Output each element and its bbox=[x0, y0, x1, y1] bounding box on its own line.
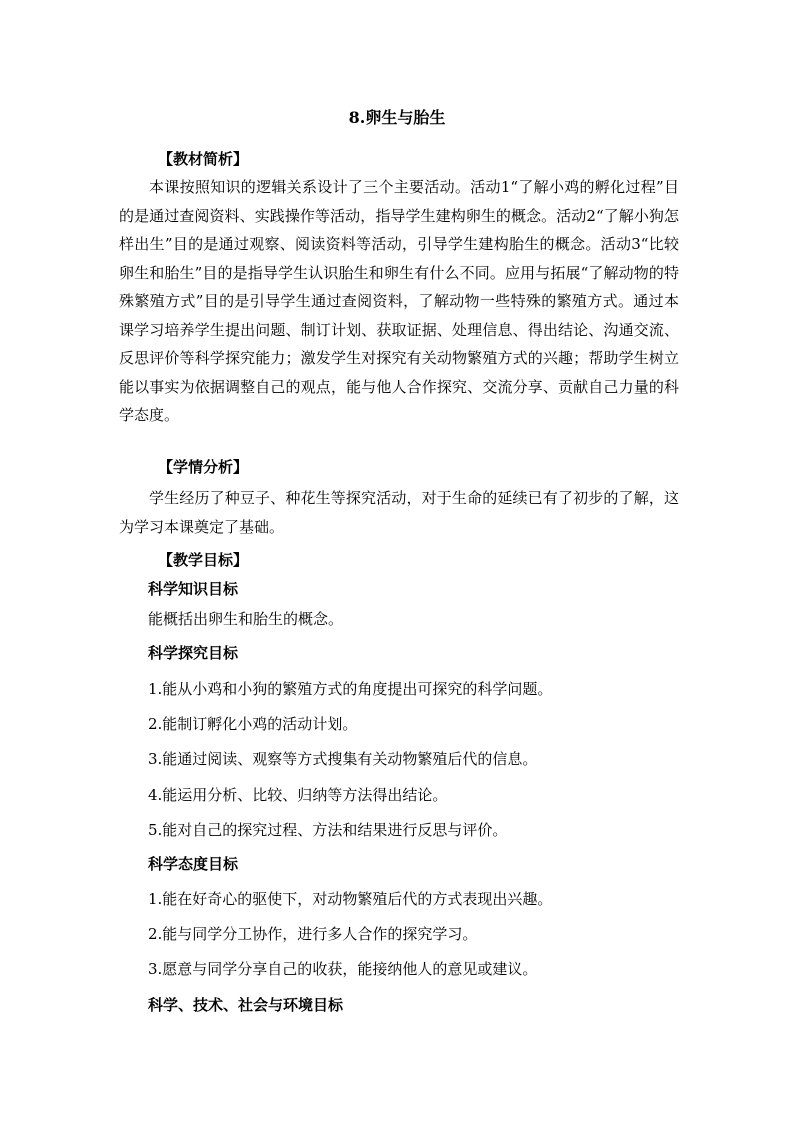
section-heading-textbook-analysis: 【教材简析】 bbox=[158, 150, 249, 168]
inquiry-goal-item: 5.能对自己的探究过程、方法和结果进行反思与评价。 bbox=[148, 821, 508, 839]
inquiry-goal-item: 4.能运用分析、比较、归纳等方法得出结论。 bbox=[148, 786, 448, 804]
attitude-goal-item: 3.愿意与同学分享自己的收获，能接纳他人的意见或建议。 bbox=[148, 960, 538, 978]
document-title: 8.卵生与胎生 bbox=[348, 108, 446, 127]
section-heading-teaching-goals: 【教学目标】 bbox=[158, 551, 249, 569]
stse-goal-title: 科学、技术、社会与环境目标 bbox=[148, 996, 344, 1014]
attitude-goal-item: 2.能与同学分工协作，进行多人合作的探究学习。 bbox=[148, 925, 478, 943]
learner-analysis-paragraph: 学生经历了种豆子、种花生等探究活动，对于生命的延续已有了初步的了解，这为学习本课奠定了基础。 bbox=[119, 489, 679, 536]
inquiry-goal-title: 科学探究目标 bbox=[148, 644, 239, 662]
attitude-goal-item: 1.能在好奇心的驱使下，对动物繁殖后代的方式表现出兴趣。 bbox=[148, 890, 553, 908]
inquiry-goal-item: 2.能制订孵化小鸡的活动计划。 bbox=[148, 715, 358, 733]
section-heading-learner-analysis: 【学情分析】 bbox=[158, 458, 249, 476]
inquiry-goal-item: 3.能通过阅读、观察等方式搜集有关动物繁殖后代的信息。 bbox=[148, 750, 538, 768]
knowledge-goal-text: 能概括出卵生和胎生的概念。 bbox=[148, 610, 344, 628]
attitude-goal-title: 科学态度目标 bbox=[148, 855, 239, 873]
inquiry-goal-item: 1.能从小鸡和小狗的繁殖方式的角度提出可探究的科学问题。 bbox=[148, 680, 553, 698]
knowledge-goal-title: 科学知识目标 bbox=[148, 580, 239, 598]
textbook-analysis-paragraph: 本课按照知识的逻辑关系设计了三个主要活动。活动1“了解小鸡的孵化过程”目的是通过查阅资料、实践操作等活动，指导学生建构卵生的概念。活动2“了解小狗怎样出生”目的是通过观察、阅读资料等活动，引导学生建构胎生的概念。活动3“比较卵生和胎生”目的是指导学生认识胎生和卵生有什么不同。应用与拓展“了解动物的特殊繁殖方式”目的是引导学生通过查阅资料，了解动物一些特殊的繁殖方式。通过本课学习培养学生提出问题、制订计划、获取证据、处理信息、得出结论、沟通交流、反思评价等科学探究能力；激发学生对探究有关动物繁殖方式的兴趣；帮助学生树立能以事实为依据调整自己的观点，能与他人合作探究、交流分享、贡献自己力量的科学态度。 bbox=[119, 178, 679, 424]
